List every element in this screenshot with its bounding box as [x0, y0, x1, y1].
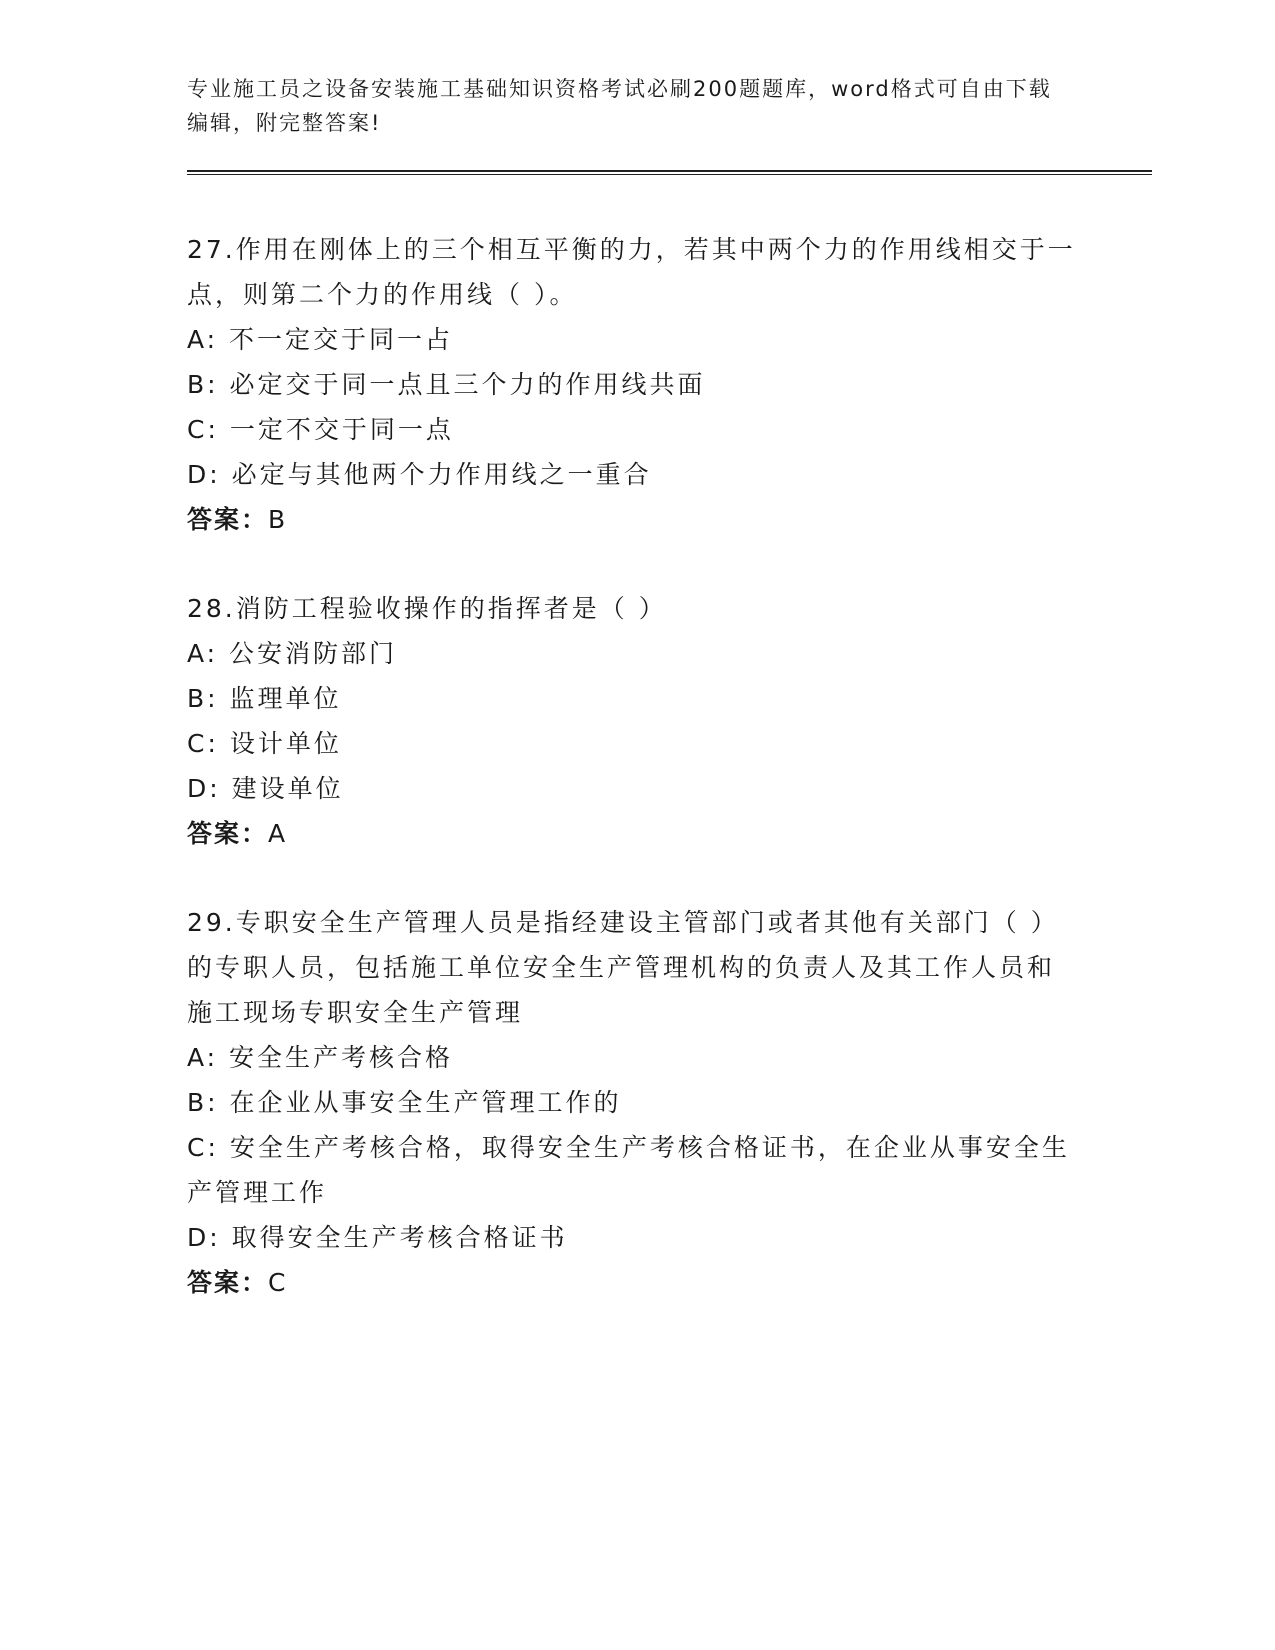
- question-27: [187, 227, 1147, 542]
- answer-label: 答案：: [187, 505, 269, 534]
- document-page: [187, 72, 1147, 1305]
- question-28: [187, 586, 1147, 856]
- option-d: D: 必定与其他两个力作用线之一重合: [187, 460, 652, 489]
- answer-value: A: [268, 819, 288, 848]
- option-a: A: 公安消防部门: [187, 639, 398, 668]
- option-a: A: 安全生产考核合格: [187, 1043, 454, 1072]
- answer-value: B: [268, 505, 288, 534]
- header-divider: [187, 170, 1152, 175]
- option-c: C: 安全生产考核合格，取得安全生产考核合格证书，在企业从事安全生产管理工作: [187, 1133, 1070, 1207]
- answer-label: 答案：: [187, 819, 269, 848]
- option-d: D: 建设单位: [187, 774, 344, 803]
- option-b: B: 监理单位: [187, 684, 342, 713]
- option-b: B: 必定交于同一点且三个力的作用线共面: [187, 370, 706, 399]
- option-d: D: 取得安全生产考核合格证书: [187, 1223, 568, 1252]
- answer-label: 答案：: [187, 1268, 269, 1297]
- question-text: 27.作用在刚体上的三个相互平衡的力，若其中两个力的作用线相交于一点，则第二个力的作用线（ ）。: [187, 235, 1076, 309]
- question-text: 29.专职安全生产管理人员是指经建设主管部门或者其他有关部门（ ）的专职人员，包括施工单位安全生产管理机构的负责人及其工作人员和施工现场专职安全生产管理: [187, 908, 1059, 1027]
- question-text: 28.消防工程验收操作的指挥者是（ ）: [187, 594, 667, 623]
- option-a: A: 不一定交于同一占: [187, 325, 454, 354]
- option-c: C: 设计单位: [187, 729, 342, 758]
- question-29: [187, 900, 1147, 1305]
- document-title: 专业施工员之设备安装施工基础知识资格考试必刷200题题库，word格式可自由下载编辑，附完整答案!: [187, 77, 1052, 135]
- answer-line: [187, 497, 1147, 542]
- option-c: C: 一定不交于同一点: [187, 415, 454, 444]
- answer-value: C: [268, 1268, 288, 1297]
- option-b: B: 在企业从事安全生产管理工作的: [187, 1088, 622, 1117]
- answer-line: [187, 811, 1147, 856]
- answer-line: [187, 1260, 1147, 1305]
